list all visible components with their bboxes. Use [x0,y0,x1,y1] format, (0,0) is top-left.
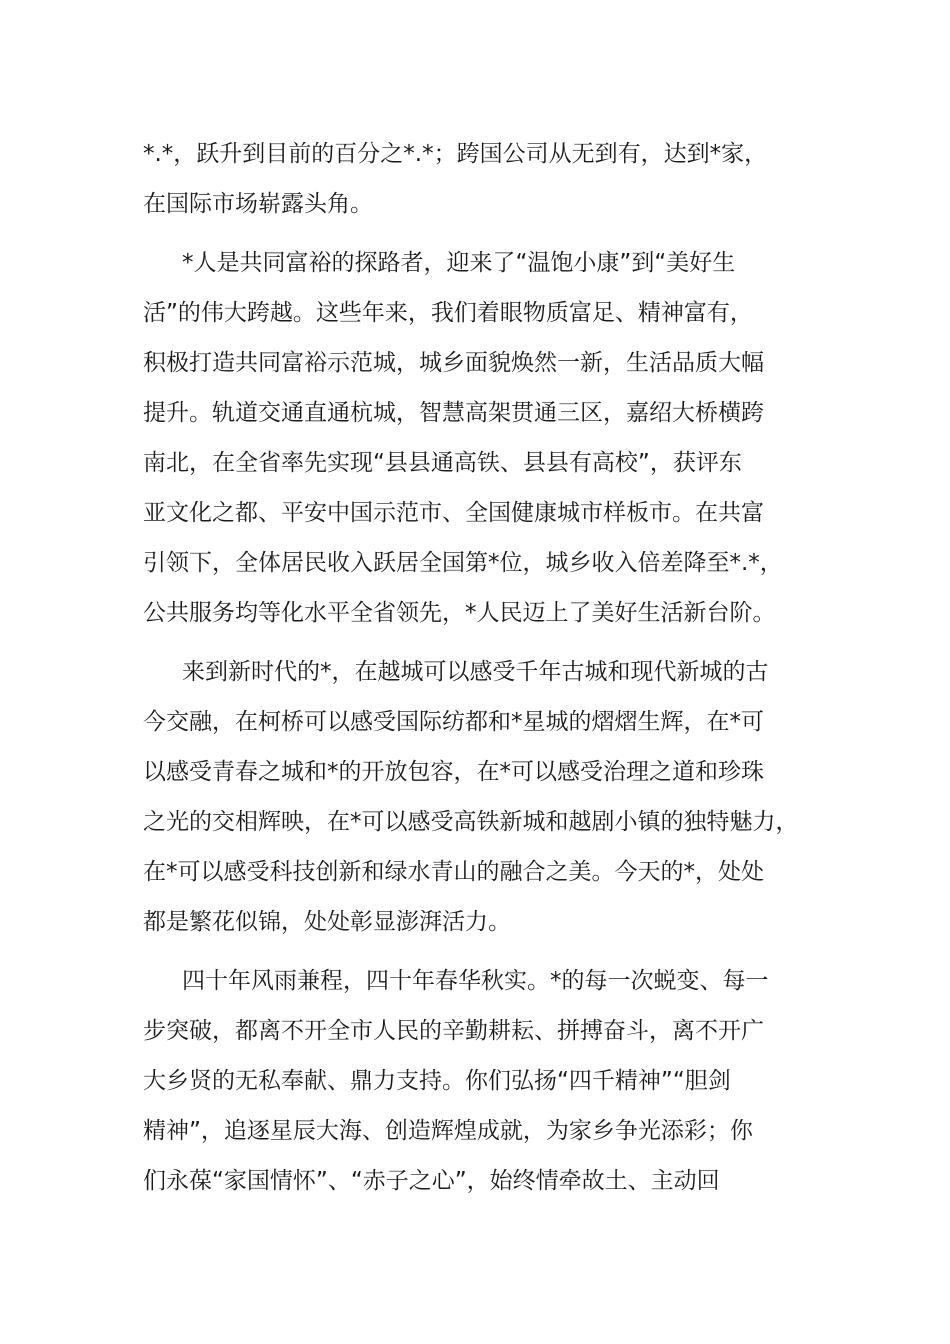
text-line: 在*可以感受科技创新和绿水青山的融合之美。今天的*，处处 [143,859,764,885]
paragraph [143,956,807,1206]
text-line: 都是繁花似锦，处处彰显澎湃活力。 [143,909,511,935]
text-line: 提升。轨道交通直通杭城，智慧高架贯通三区，嘉绍大桥横跨 [143,400,764,426]
text-line: 之光的交相辉映，在*可以感受高铁新城和越剧小镇的独特魅力， [143,809,799,835]
text-line: 精神”，追逐星辰大海、创造辉煌成就，为家乡争光添彩；你 [143,1118,753,1144]
text-line: 活”的伟大跨越。这些年来，我们着眼物质富足、精神富有， [143,300,753,326]
text-line: 积极打造共同富裕示范城，城乡面貌焕然一新，生活品质大幅 [143,350,764,376]
text-line: 步突破，都离不开全市人民的辛勤耕耘、拼搏奋斗，离不开广 [143,1018,764,1044]
text-line: 们永葆“家国情怀”、“赤子之心”，始终情牵故土、主动回 [143,1168,720,1194]
text-line: 引领下，全体居民收入跃居全国第*位，城乡收入倍差降至*.*， [143,550,783,576]
text-line: 公共服务均等化水平全省领先，*人民迈上了美好生活新台阶。 [143,600,776,626]
paragraph [143,647,807,947]
text-line: 在国际市场崭露头角。 [143,191,373,217]
text-line: 今交融，在柯桥可以感受国际纺都和*星城的熠熠生辉，在*可 [143,709,764,735]
paragraph [143,238,807,638]
text-line: 亚文化之都、平安中国示范市、全国健康城市样板市。在共富 [143,500,764,526]
text-line: *.*，跃升到目前的百分之*.*；跨国公司从无到有，达到*家， [143,141,768,167]
text-line: 来到新时代的*，在越城可以感受千年古城和现代新城的古 [182,659,769,685]
text-line: 以感受青春之城和*的开放包容，在*可以感受治理之道和珍珠 [143,759,764,785]
document-page [143,129,807,1206]
text-line: *人是共同富裕的探路者，迎来了“温饱小康”到“美好生 [182,250,736,276]
text-line: 南北，在全省率先实现“县县通高铁、县县有高校”，获评东 [143,450,742,476]
paragraph [143,129,807,229]
text-line: 四十年风雨兼程，四十年春华秋实。*的每一次蜕变、每一 [182,968,769,994]
text-line: 大乡贤的无私奉献、鼎力支持。你们弘扬“四千精神”“胆剑 [143,1068,731,1094]
